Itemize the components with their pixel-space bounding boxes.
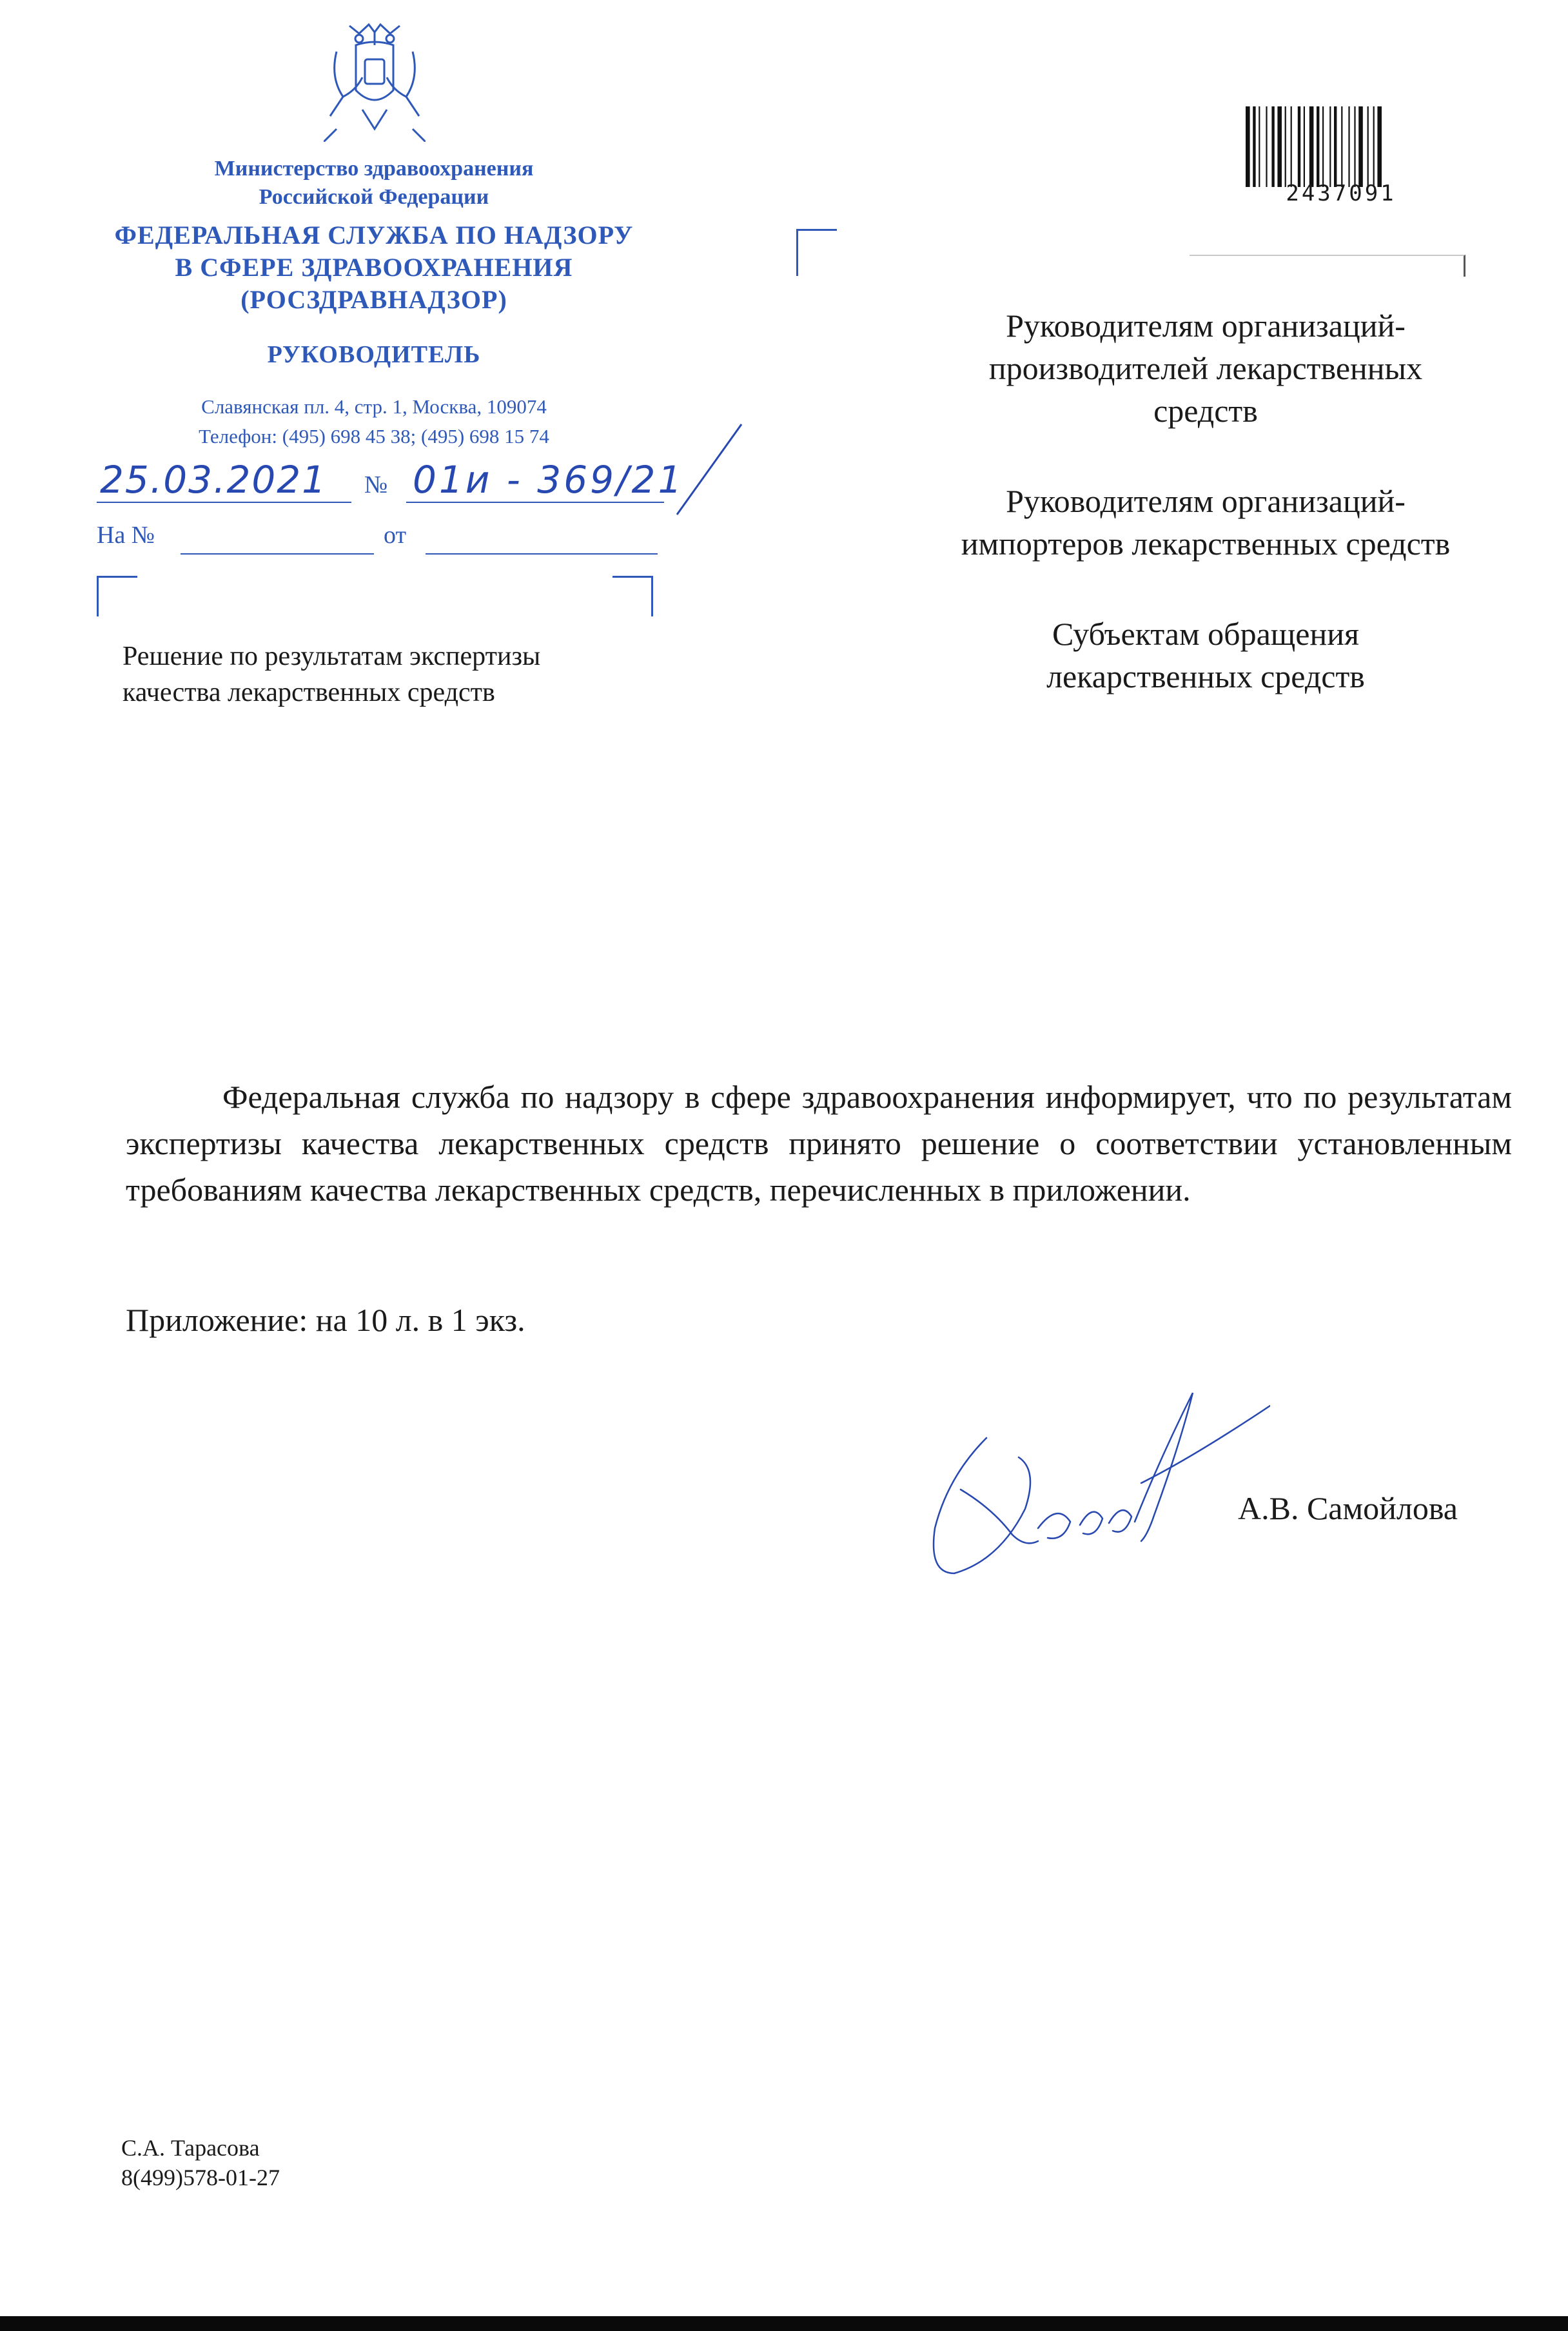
registration-date: 25.03.2021 [100,458,328,502]
coat-of-arms-emblem [324,19,426,142]
addressee-line: Руководителям организаций- [1006,308,1406,344]
subject-line: качества лекарственных средств [122,678,495,707]
handwritten-signature [909,1380,1270,1599]
executor-name: С.А. Тарасова [121,2135,260,2161]
ministry-line: Министерство здравоохранения [214,157,534,181]
addressee-corner-bracket-right [1190,255,1465,277]
service-line: (РОСЗДРАВНАДЗОР) [240,285,507,314]
registration-number [413,458,684,502]
signer-name: А.В. Самойлова [1238,1490,1458,1526]
phone-line: Телефон: (495) 698 45 38; (495) 698 15 74 [199,425,549,448]
reference-date-label: от [384,522,407,549]
addressee-line: лекарственных средств [1046,658,1365,694]
barcode-number: 2437091 [1286,181,1396,206]
addressee-list [890,304,1522,745]
handwritten-slash-stroke [664,418,754,521]
reference-number-blank [181,553,374,555]
corner-bracket-top-right [612,576,653,616]
addressee-block [890,480,1522,565]
number-label: № [364,471,388,498]
scan-bottom-edge [0,2316,1568,2331]
addressee-line: импортеров лекарственных средств [961,526,1451,562]
subject-line: Решение по результатам экспертизы [122,642,541,671]
reference-date-blank [426,553,658,555]
reference-number-label: На № [97,522,155,549]
ministry-name [90,155,658,211]
letterhead-address [90,392,658,451]
address-line: Славянская пл. 4, стр. 1, Москва, 109074 [201,395,547,418]
addressee-line: Субъектам обращения [1052,616,1359,652]
registration-number-main: 01и - 369 [413,458,617,502]
letter-subject [122,638,703,711]
addressee-corner-bracket-left [796,229,837,276]
service-line: В СФЕРЕ ЗДРАВООХРАНЕНИЯ [175,253,573,282]
reference-line [97,521,658,560]
executor-info [121,2133,280,2192]
service-line: ФЕДЕРАЛЬНАЯ СЛУЖБА ПО НАДЗОРУ [114,221,634,250]
head-title: РУКОВОДИТЕЛЬ [267,341,481,368]
addressee-line: производителей лекарственных [988,350,1423,386]
corner-bracket-top-left [97,576,137,616]
addressee-block [890,613,1522,698]
addressee-block [890,304,1522,432]
registration-line [97,457,748,508]
service-name [52,219,696,316]
registration-number-suffix: /21 [616,458,685,502]
ministry-line: Российской Федерации [259,185,489,209]
letter-body-paragraph: Федеральная служба по надзору в сфере здравоохранения информирует, что по результатам экспертизы качества лекарственных средств принято решение о соответствии установленным требованиям качества лекарственных средств, перечисленных в приложении. [126,1079,1512,1208]
executor-phone: 8(499)578-01-27 [121,2165,280,2190]
addressee-line: средств [1153,393,1258,429]
number-underline [406,502,664,503]
appendix-note: Приложение: на 10 л. в 1 экз. [126,1302,525,1338]
date-underline [97,502,351,503]
addressee-line: Руководителям организаций- [1006,483,1406,519]
